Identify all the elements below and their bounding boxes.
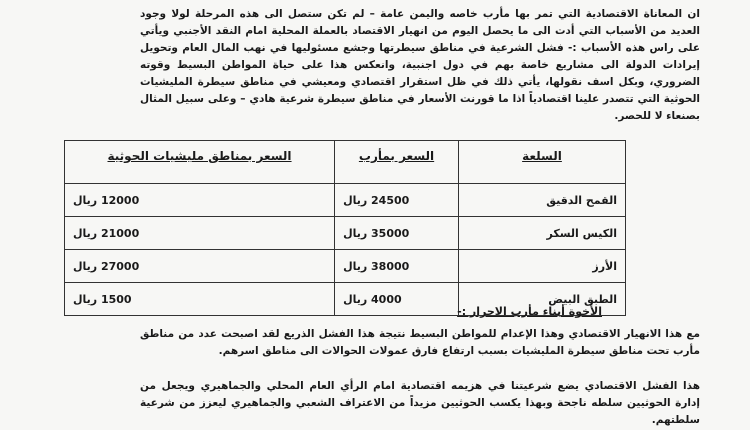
- marib-price-cell: 24500 ريال: [335, 184, 459, 217]
- intro-paragraph: ان المعاناة الاقتصادية التي تمر بها مأرب خاصه واليمن عامة – لم تكن ستصل الى هذه المرحلة لولا وجود العديد من الأسباب التي أدت الى ما يحصل اليوم من انهيار الاقتصاد بالعملة المحلية امام النقد الأجنبي ويأتي على راس هذه الأسباب :- فشل الشرعية في مناطق سيطرتها وجشع مسئوليها في نهب المال العام وتحويل إيرادات الدولة الى مشاريع خاصة بهم في دول اجنبية، وانعكس هذا على حياة المواطن البسيط وقوته الضروري، وبكل اسف نقولها، يأتي ذلك في ظل استقرار اقتصادي ومعيشي في مناطق سيطرة المليشيات الحوثية التي تتصدر علينا اقتصادياً اذا ما قورنت الأسعار في مناطق سيطرة شرعية هادي – وعلى سبيل المثال بصنعاء لا للحصر.: [140, 8, 700, 122]
- second-paragraph: مع هذا الانهيار الاقتصادي وهذا الإعدام للمواطن البسيط نتيجة هذا الفشل الذريع لقد اصبحت عدد من مناطق مأرب تحت مناطق سيطرة المليشيات بسبب ارتفاع فارق عمولات الحوالات الى مناطق اسرهم.: [140, 328, 700, 357]
- table-header-row: [65, 141, 626, 184]
- third-paragraph: هذا الفشل الاقتصادي يضع شرعيتنا في هزيمه اقتصادية امام الرأي العام المحلي والجماهيري ويجعل من إدارة الحوثيين سلطه ناجحة وبهذا يكسب الحوثيين مزيداً من الاعتراف الشعبي والجماهيري ليعزز من شرعية سلطتهم.: [140, 380, 700, 426]
- commodity-cell: الكيس السكر: [459, 217, 626, 250]
- houthi-price-cell: 1500 ريال: [65, 283, 335, 316]
- header-price-marib: السعر بمأرب: [335, 141, 459, 184]
- marib-price-cell: 35000 ريال: [335, 217, 459, 250]
- table-row: [65, 217, 626, 250]
- header-commodity: السلعة: [459, 141, 626, 184]
- header-price-houthi: السعر بمناطق مليشيات الحوثية: [65, 141, 335, 184]
- marib-price-cell: 4000 ريال: [335, 283, 459, 316]
- commodity-cell: الأرز: [459, 250, 626, 283]
- houthi-price-cell: 27000 ريال: [65, 250, 335, 283]
- price-comparison-table: [64, 140, 626, 316]
- commodity-cell: القمح الدقيق: [459, 184, 626, 217]
- houthi-price-cell: 21000 ريال: [65, 217, 335, 250]
- table-row: [65, 250, 626, 283]
- houthi-price-cell: 12000 ريال: [65, 184, 335, 217]
- section-heading: الأخوة أبناء مأرب الاحرار :-: [457, 305, 602, 318]
- marib-price-cell: 38000 ريال: [335, 250, 459, 283]
- commodity-cell: الطبق البيض: [459, 283, 626, 316]
- table-row: [65, 184, 626, 217]
